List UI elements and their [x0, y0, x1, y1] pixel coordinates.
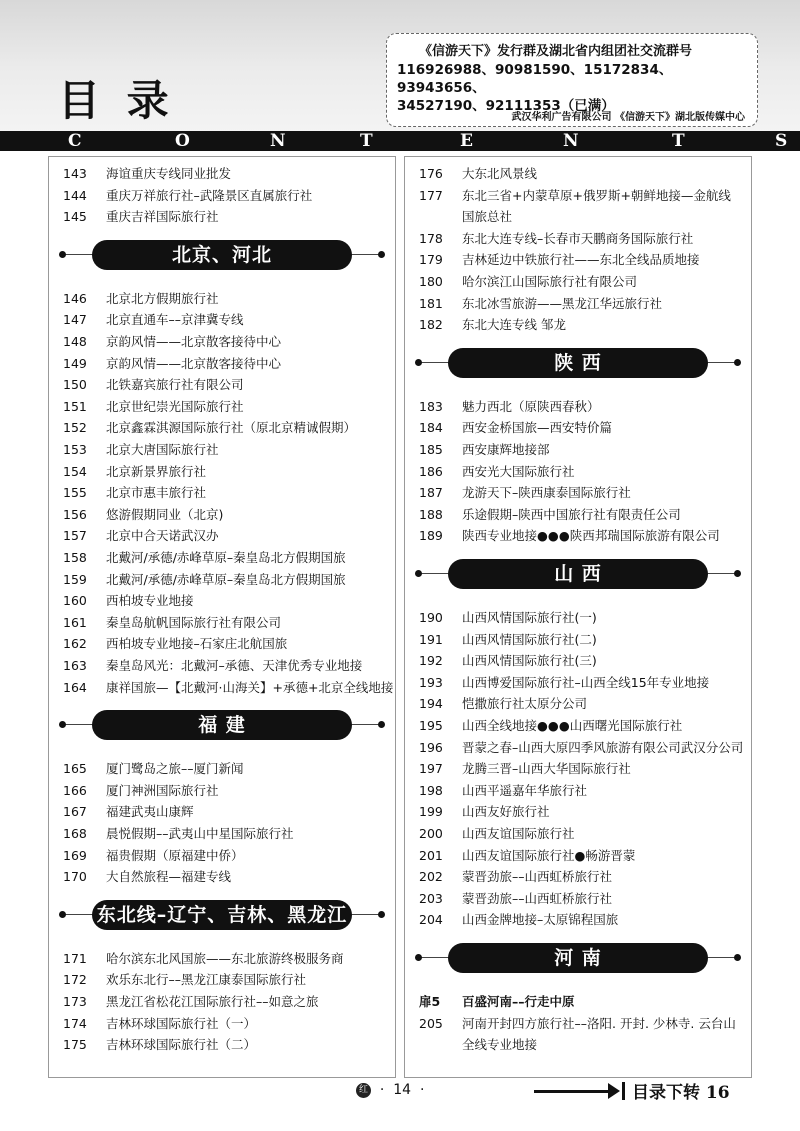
- entry-title: 厦门鹭岛之旅––厦门新闻: [106, 761, 244, 777]
- entry-title: 北京中合天诺武汉办: [106, 528, 219, 544]
- entry-page-number: 202: [419, 869, 443, 885]
- entry-title: 吉林环球国际旅行社（二）: [106, 1037, 257, 1053]
- entry-title: 龙腾三晋–山西大华国际旅行社: [462, 761, 631, 777]
- entry-page-number: 196: [419, 739, 443, 755]
- notice-numbers-line2: 34527190、92111353（已满）: [397, 98, 615, 114]
- entry-page-number: 154: [63, 463, 87, 479]
- entry-page-number: 181: [419, 295, 443, 311]
- entry-page-number: 183: [419, 398, 443, 414]
- bullet-right: ·: [415, 1082, 425, 1098]
- page-icon: 红: [356, 1083, 371, 1098]
- section-dot-left: [59, 721, 66, 728]
- section-dot-left: [415, 359, 422, 366]
- entry-page-number: 158: [63, 550, 87, 565]
- entry-page-number: 193: [419, 674, 443, 690]
- entry-title: 哈尔滨东北风国旅——东北旅游终极服务商: [106, 950, 344, 966]
- entry-title: 山西友谊国际旅行社●畅游晋蒙: [462, 847, 636, 863]
- notice-numbers: [397, 61, 753, 115]
- contents-letter: C: [68, 131, 82, 151]
- entry-page-number: 162: [63, 636, 87, 652]
- entry-title: 北京新景界旅行社: [106, 463, 207, 479]
- arrow-stop-bar: [622, 1082, 625, 1100]
- entry-title: 西安光大国际旅行社: [462, 463, 575, 479]
- section-title: 东北线–辽宁、吉林、黑龙江: [92, 900, 352, 930]
- section-dot-left: [415, 570, 422, 577]
- entry-page-number: 198: [419, 782, 443, 798]
- section-title: 北京、河北: [92, 240, 352, 270]
- contents-letter: O: [175, 131, 190, 151]
- arrow-line: [534, 1090, 610, 1093]
- entry-title: 大自然旅程—福建专线: [106, 869, 232, 885]
- section-header: [59, 900, 385, 930]
- entry-page-number: 161: [63, 614, 87, 630]
- entry-title: 山西风情国际旅行社(二): [462, 631, 597, 647]
- section-dot-left: [59, 251, 66, 258]
- contents-letter: T: [360, 131, 373, 151]
- entry-page-number: 166: [63, 782, 87, 798]
- entry-page-number: 203: [419, 890, 443, 906]
- entry-page-number: 187: [419, 485, 443, 501]
- next-page-label[interactable]: 目录下转 16: [632, 1083, 730, 1103]
- entry-title: 西柏坡专业地接: [106, 593, 194, 609]
- entry-page-number: 159: [63, 571, 87, 587]
- entry-page-number: 150: [63, 377, 87, 393]
- entry-page-number: 191: [419, 631, 443, 647]
- entry-title: 东北冰雪旅游——黑龙江华远旅行社: [462, 295, 663, 311]
- entry-page-number: 168: [63, 826, 87, 841]
- entry-page-number: 201: [419, 847, 443, 863]
- section-header: [59, 240, 385, 270]
- entry-title: 西安康辉地接部: [462, 442, 550, 457]
- entry-page-number: 170: [63, 869, 87, 885]
- page-number-block: [356, 1080, 424, 1100]
- entry-title: 北铁嘉宾旅行社有限公司: [106, 377, 244, 393]
- bullet-left: ·: [375, 1082, 389, 1098]
- entry-title: 北京世纪崇光国际旅行社: [106, 398, 244, 414]
- entry-page-number: 197: [419, 761, 443, 777]
- entry-page-number: 188: [419, 506, 443, 522]
- contents-letter: T: [672, 131, 685, 151]
- entry-title: 海谊重庆专线同业批发: [106, 166, 232, 181]
- entry-page-number: 195: [419, 718, 443, 733]
- entry-title: 重庆万祥旅行社–武隆景区直属旅行社: [106, 187, 313, 203]
- section-title: 河 南: [448, 943, 708, 973]
- entry-title: 北京直通车––京津冀专线: [106, 312, 244, 328]
- entry-page-number: 173: [63, 994, 87, 1009]
- entry-title: 龙游天下–陕西康泰国际旅行社: [462, 485, 631, 501]
- entry-title: 魅力西北（原陕西春秋）: [462, 398, 600, 414]
- entry-page-number: 178: [419, 230, 443, 246]
- entry-page-number: 151: [63, 398, 87, 414]
- entry-title: 吉林环球国际旅行社（一）: [106, 1015, 257, 1031]
- page-number: 14: [393, 1082, 412, 1098]
- entry-page-number: 205: [419, 1015, 443, 1031]
- entry-page-number: 167: [63, 804, 87, 820]
- contents-letter: N: [563, 131, 579, 151]
- entry-page-number: 153: [63, 442, 87, 457]
- entry-page-number: 200: [419, 826, 443, 841]
- entry-title: 东北大连专线 邹龙: [462, 317, 566, 333]
- entry-title: 京韵风情——北京散客接待中心: [106, 334, 282, 349]
- contents-letter: S: [775, 131, 788, 151]
- entry-title: 蒙晋劲旅––山西虹桥旅行社: [462, 869, 613, 885]
- entry-title: 蒙晋劲旅––山西虹桥旅行社: [462, 890, 613, 906]
- entry-page-number: 169: [63, 847, 87, 863]
- entry-title: 百盛河南––行走中原: [462, 994, 575, 1009]
- entry-title: 陕西专业地接●●●陕西邦瑞国际旅游有限公司: [462, 528, 720, 544]
- entry-page-number: 144: [63, 187, 87, 203]
- entry-title: 河南开封四方旅行社––洛阳. 开封. 少林寺. 云台山全线专业地接: [462, 1015, 736, 1052]
- entry-page-number: 152: [63, 420, 87, 436]
- section-dot-right: [378, 251, 385, 258]
- entry-page-number: 192: [419, 653, 443, 669]
- section-dot-right: [734, 359, 741, 366]
- entry-page-number: 199: [419, 804, 443, 820]
- section-dot-right: [734, 570, 741, 577]
- entry-page-number: 174: [63, 1015, 87, 1031]
- entry-title: 福贵假期（原福建中侨）: [106, 847, 244, 863]
- entry-title: 北戴河/承德/赤峰草原–秦皇岛北方假期国旅: [106, 571, 346, 587]
- entry-page-number: 143: [63, 166, 87, 181]
- entry-title: 山西风情国际旅行社(一): [462, 610, 597, 625]
- entry-title: 大东北风景线: [462, 166, 538, 181]
- entry-page-number: 186: [419, 463, 443, 479]
- entry-title: 山西平遥嘉年华旅行社: [462, 782, 588, 798]
- entry-title: 秦皇岛航帆国际旅行社有限公司: [106, 614, 282, 630]
- entry-title: 重庆吉祥国际旅行社: [106, 209, 219, 225]
- section-dot-left: [59, 911, 66, 918]
- section-header: [415, 559, 741, 589]
- entry-page-number: 177: [419, 187, 443, 203]
- entry-page-number: 185: [419, 442, 443, 457]
- entry-page-number: 164: [63, 679, 87, 695]
- entry-title: 北京市惠丰旅行社: [106, 485, 207, 501]
- left-column: [48, 156, 396, 1078]
- entry-title: 晨悦假期––武夷山中星国际旅行社: [106, 826, 294, 841]
- section-title: 陕 西: [448, 348, 708, 378]
- section-dot-left: [415, 954, 422, 961]
- entry-page-number: 194: [419, 696, 443, 712]
- entry-title: 吉林延边中铁旅行社——东北全线品质地接: [462, 252, 700, 268]
- section-title: 福 建: [92, 710, 352, 740]
- entry-page-number: 190: [419, 610, 443, 625]
- entry-page-number: 145: [63, 209, 87, 225]
- entry-title: 晋蒙之春–山西大原四季风旅游有限公司武汉分公司: [462, 739, 744, 755]
- entry-title: 北京鑫霖淇源国际旅行社（原北京精诚假期）: [106, 420, 357, 436]
- entry-title: 山西金牌地接–太原锦程国旅: [462, 912, 619, 928]
- entry-title: 哈尔滨江山国际旅行社有限公司: [462, 274, 638, 289]
- notice-numbers-line1: 116926988、90981590、15172834、93943656、: [397, 62, 673, 96]
- section-dot-right: [378, 911, 385, 918]
- section-header: [59, 710, 385, 740]
- section-header: [415, 348, 741, 378]
- entry-page-number: 176: [419, 166, 443, 181]
- entry-page-number: 184: [419, 420, 443, 436]
- entry-page-number: 163: [63, 658, 87, 673]
- page-title: 目 录: [58, 76, 175, 125]
- contents-letter: E: [460, 131, 473, 151]
- contents-letter: N: [270, 131, 286, 151]
- entry-title: 黑龙江省松花江国际旅行社––如意之旅: [106, 994, 319, 1009]
- entry-title: 东北大连专线–长春市天鹏商务国际旅行社: [462, 230, 694, 246]
- section-dot-right: [378, 721, 385, 728]
- entry-title: 福建武夷山康辉: [106, 804, 194, 820]
- entry-page-number: 149: [63, 355, 87, 371]
- entry-title: 欢乐东北行––黑龙江康泰国际旅行社: [106, 972, 307, 988]
- entry-title: 乐途假期–陕西中国旅行社有限责任公司: [462, 506, 681, 522]
- entry-title: 北京北方假期旅行社: [106, 290, 219, 306]
- entry-title: 悠游假期同业（北京): [106, 506, 224, 522]
- entry-title: 西安金桥国旅—西安特价篇: [462, 420, 613, 436]
- entry-title: 北戴河/承德/赤峰草原–秦皇岛北方假期国旅: [106, 550, 346, 565]
- contents-banner: [0, 131, 800, 151]
- entry-title: 东北三省+内蒙草原+俄罗斯+朝鲜地接—金航线国旅总社: [462, 187, 731, 224]
- notice-box: [386, 33, 758, 127]
- entry-page-number: 189: [419, 528, 443, 544]
- entry-page-number: 175: [63, 1037, 87, 1053]
- entry-title: 西柏坡专业地接–石家庄北航国旅: [106, 636, 288, 652]
- entry-page-number: 180: [419, 274, 443, 289]
- entry-title: 恺撒旅行社太原分公司: [462, 696, 588, 712]
- page-header: [0, 0, 800, 150]
- entry-title: 秦皇岛风光：北戴河–承德、天津优秀专业地接: [106, 658, 363, 673]
- section-dot-right: [734, 954, 741, 961]
- entry-page-number: 204: [419, 912, 443, 928]
- entry-title: 北京大唐国际旅行社: [106, 442, 219, 457]
- entry-page-number: 182: [419, 317, 443, 333]
- entry-page-number: 155: [63, 485, 87, 501]
- entry-page-number: 扉5: [419, 994, 441, 1009]
- section-title: 山 西: [448, 559, 708, 589]
- entry-title: 山西友谊国际旅行社: [462, 826, 575, 841]
- entry-title: 山西博爱国际旅行社–山西全线15年专业地接: [462, 674, 710, 690]
- entry-title: 康祥国旅—【北戴河·山海关】+承德+北京全线地接: [106, 679, 394, 695]
- entry-title: 山西全线地接●●●山西曙光国际旅行社: [462, 718, 683, 733]
- entry-page-number: 172: [63, 972, 87, 988]
- right-column: [404, 156, 752, 1078]
- entry-page-number: 146: [63, 290, 87, 306]
- entry-page-number: 156: [63, 506, 87, 522]
- entry-title: 厦门神洲国际旅行社: [106, 782, 219, 798]
- entry-title: 山西友好旅行社: [462, 804, 550, 820]
- entry-title: 京韵风情——北京散客接待中心: [106, 355, 282, 371]
- entry-page-number: 160: [63, 593, 87, 609]
- entry-title: 山西风情国际旅行社(三): [462, 653, 597, 669]
- notice-title: 《信游天下》发行群及湖北省内组团社交流群号: [419, 44, 693, 59]
- entry-page-number: 179: [419, 252, 443, 268]
- section-header: [415, 943, 741, 973]
- entry-page-number: 147: [63, 312, 87, 328]
- arrow-right-icon: [608, 1083, 620, 1099]
- entry-page-number: 171: [63, 950, 87, 966]
- entry-page-number: 165: [63, 761, 87, 777]
- entry-page-number: 157: [63, 528, 87, 544]
- notice-footer: 武汉华利广告有限公司 《信游天下》湖北版传媒中心: [511, 112, 745, 123]
- entry-page-number: 148: [63, 334, 87, 349]
